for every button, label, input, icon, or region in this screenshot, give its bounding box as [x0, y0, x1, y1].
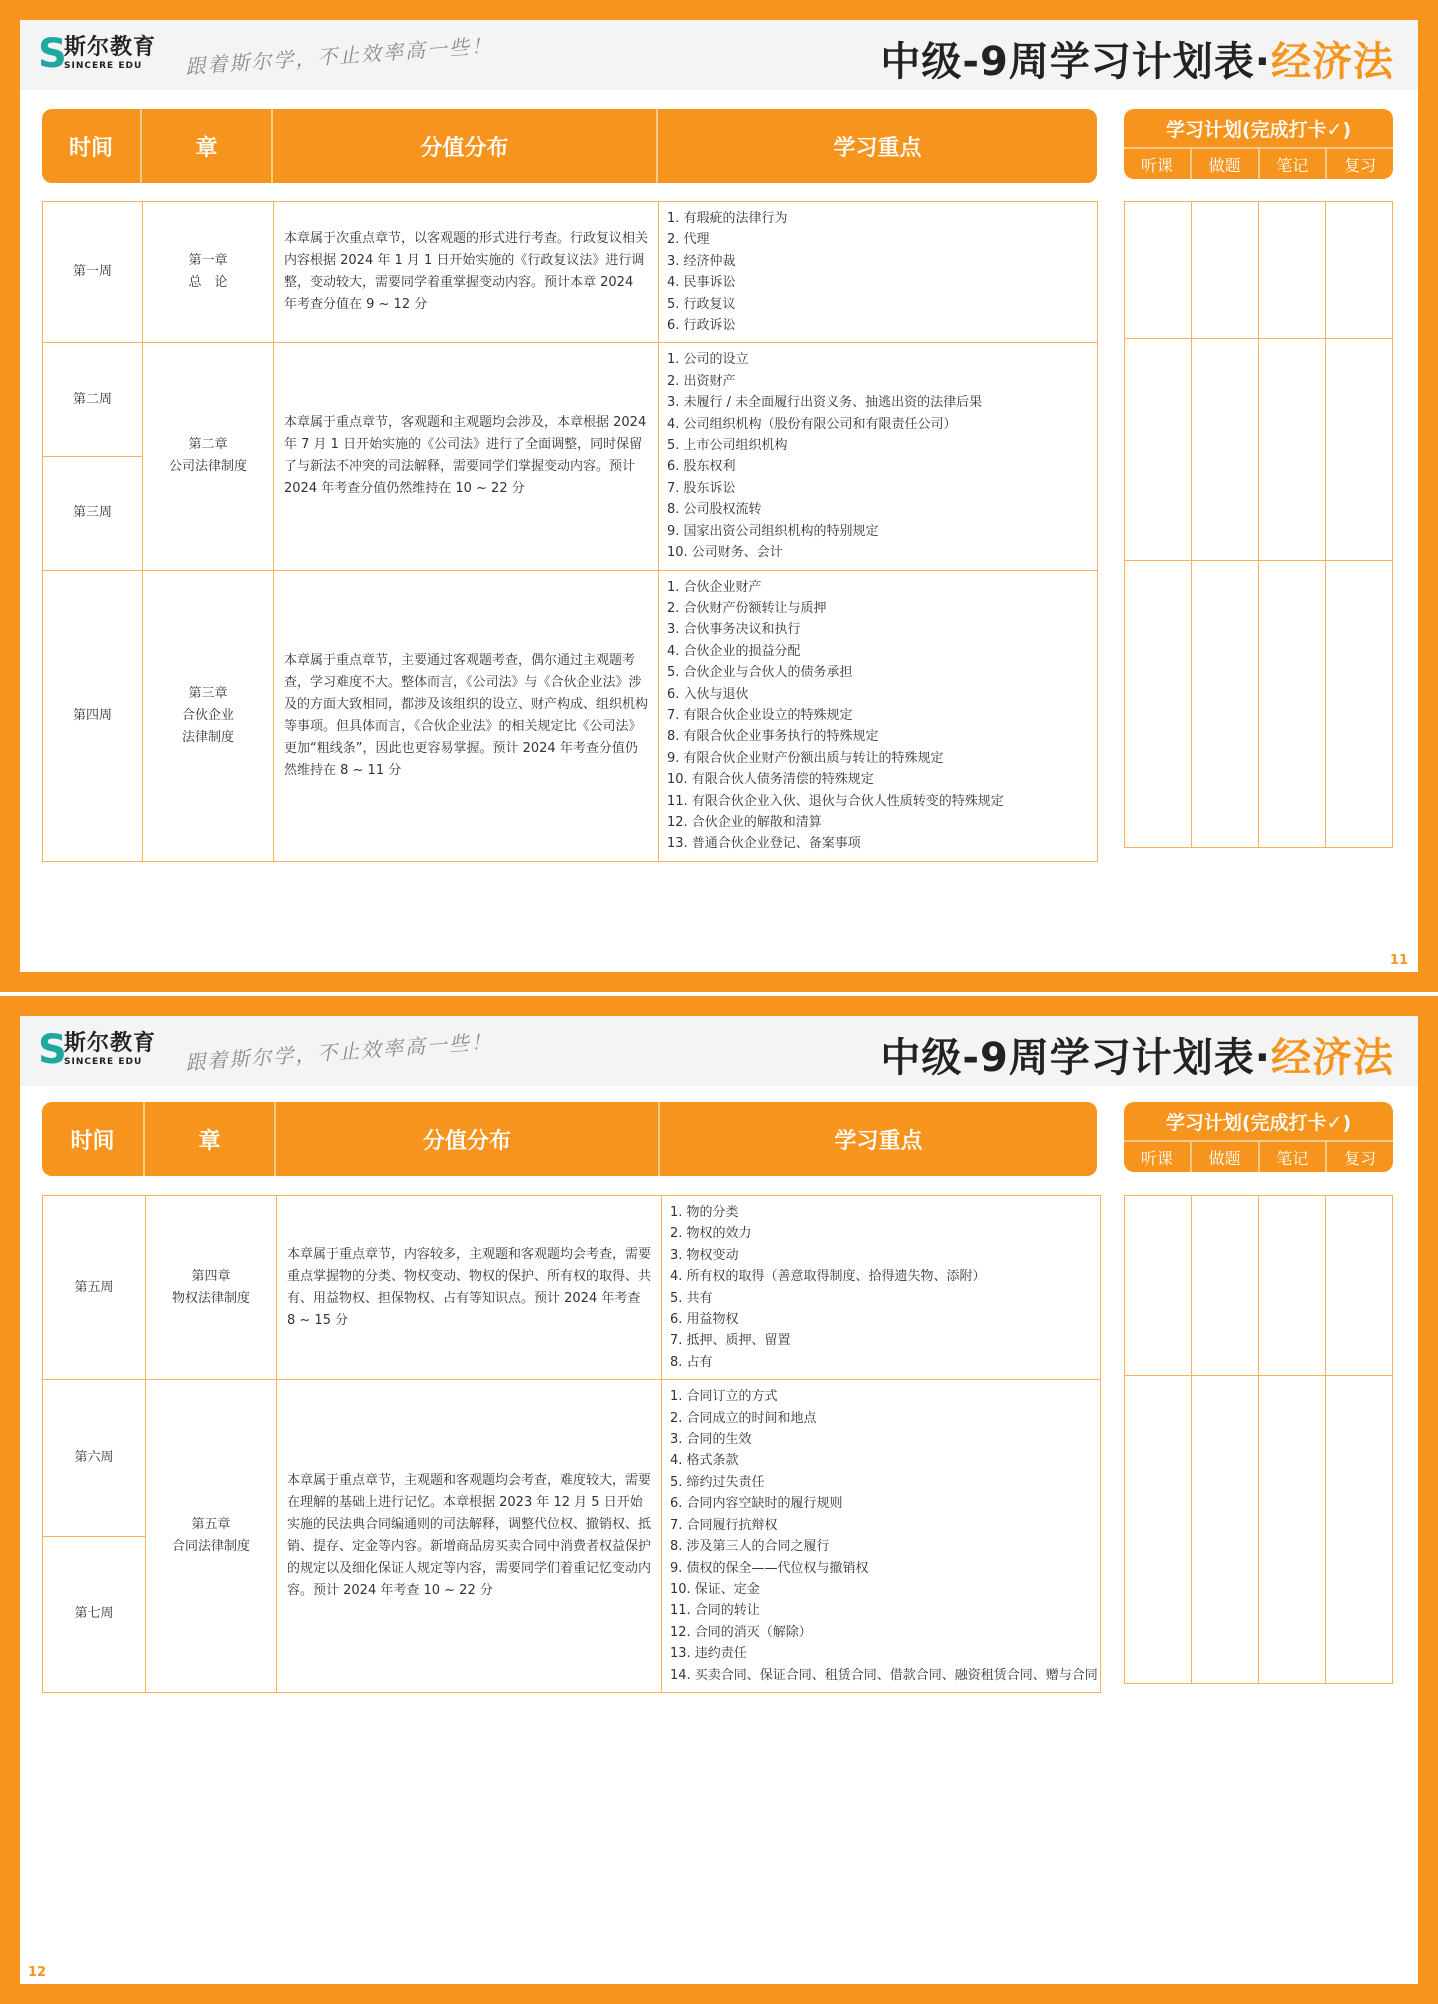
plan-col-listen: 听课: [1124, 147, 1192, 179]
plan-col-review: 复习: [1327, 147, 1393, 179]
focus-item: 6. 入伙与退伙: [667, 686, 749, 702]
checkbox-cell[interactable]: [1259, 561, 1326, 848]
focus-item: 10. 保证、定金: [670, 1581, 760, 1597]
focus-item: 4. 格式条款: [670, 1453, 739, 1469]
plan-col-notes: 笔记: [1260, 147, 1328, 179]
focus-item: 7. 合同履行抗辩权: [670, 1517, 778, 1533]
table-row: [43, 343, 1098, 457]
focus-item: 6. 合同内容空缺时的履行规则: [670, 1496, 843, 1512]
chapter-cell: 第一章 总 论: [143, 202, 274, 343]
brand-name-en: SINCERE EDU: [64, 1057, 143, 1067]
week-cell: 第五周: [43, 1196, 146, 1380]
plan-header: [1124, 109, 1393, 179]
col-chapter: 章: [142, 109, 273, 183]
checkbox-cell[interactable]: [1259, 1196, 1326, 1376]
focus-item: 2. 合同成立的时间和地点: [670, 1410, 817, 1426]
week-cell: 第四周: [43, 570, 143, 861]
checkbox-cell[interactable]: [1192, 561, 1259, 848]
plan-col-notes: 笔记: [1260, 1140, 1328, 1172]
page-number: 11: [1389, 953, 1408, 968]
focus-item: 2. 代理: [667, 232, 710, 248]
page-title: 中级-9周学习计划表·经济法: [880, 1035, 1394, 1081]
checkbox-cell[interactable]: [1192, 339, 1259, 561]
focus-item: 3. 经济仲裁: [667, 253, 736, 269]
focus-item: 5. 上市公司组织机构: [667, 438, 788, 454]
page-number: 12: [28, 1965, 47, 1980]
checkbox-cell[interactable]: [1125, 1196, 1192, 1376]
checkbox-cell[interactable]: [1192, 1196, 1259, 1376]
focus-item: 8. 有限合伙企业事务执行的特殊规定: [667, 729, 879, 745]
brand-name-en: SINCERE EDU: [64, 61, 143, 71]
focus-item: 1. 物的分类: [670, 1205, 739, 1220]
focus-item: 1. 有瑕疵的法律行为: [667, 211, 788, 226]
focus-item: 3. 未履行 / 未全面履行出资义务、抽逃出资的法律后果: [667, 395, 983, 411]
brand-logo: [38, 31, 157, 77]
week-cell: 第六周: [43, 1380, 146, 1536]
focus-item: 10. 公司财务、会计: [667, 545, 783, 561]
table-header: [42, 1102, 1097, 1176]
plan-col-review: 复习: [1327, 1140, 1393, 1172]
logo-mark-icon: S: [38, 31, 67, 77]
focus-item: 7. 股东诉讼: [667, 480, 736, 496]
col-score: 分值分布: [276, 1102, 660, 1176]
checkbox-cell[interactable]: [1326, 339, 1393, 561]
slogan: 跟着斯尔学，不止效率高一些！: [184, 1029, 494, 1075]
focus-item: 7. 抵押、质押、留置: [670, 1333, 791, 1349]
table-row: [43, 202, 1098, 343]
plan-col-listen: 听课: [1124, 1140, 1192, 1172]
page-title: 中级-9周学习计划表·经济法: [880, 39, 1394, 85]
checkbox-cell[interactable]: [1259, 1376, 1326, 1684]
score-desc: 本章属于重点章节，主要通过客观题考查，偶尔通过主观题考查，学习难度不大。整体而言，《公司法》与《合伙企业法》涉及的方面大致相同，都涉及该组织的设立、财产构成、组织机构等事项。但具体而言，《合伙企业法》的相关规定比《公司法》更加“粗线条”，因此也更容易掌握。预计 2024 年考查分值仍然维持在 8 ~ 11 分: [274, 570, 659, 861]
focus-item: 9. 国家出资公司组织机构的特别规定: [667, 523, 879, 539]
col-focus: 学习重点: [834, 1128, 923, 1154]
focus-item: 10. 有限合伙人债务清偿的特殊规定: [667, 772, 874, 788]
chapter-cell: 第二章 公司法律制度: [143, 343, 274, 570]
focus-item: 9. 有限合伙企业财产份额出质与转让的特殊规定: [667, 750, 944, 766]
focus-item: 4. 公司组织机构（股份有限公司和有限责任公司）: [667, 416, 957, 432]
focus-item: 2. 物权的效力: [670, 1226, 752, 1242]
focus-item: 8. 公司股权流转: [667, 502, 762, 518]
page-12: [0, 996, 1438, 2004]
col-time: 时间: [42, 109, 142, 183]
focus-item: 13. 违约责任: [670, 1646, 747, 1662]
checkbox-cell[interactable]: [1259, 202, 1326, 339]
table-row: [43, 1380, 1101, 1536]
checkbox-cell[interactable]: [1125, 339, 1192, 561]
checkbox-cell[interactable]: [1259, 339, 1326, 561]
focus-item: 6. 股东权利: [667, 459, 736, 475]
focus-item: 7. 有限合伙企业设立的特殊规定: [667, 707, 853, 723]
checkbox-cell[interactable]: [1125, 1376, 1192, 1684]
week-cell: 第七周: [43, 1536, 146, 1692]
table-row: [43, 570, 1098, 861]
focus-item: 5. 行政复议: [667, 296, 736, 312]
focus-item: 6. 用益物权: [670, 1312, 739, 1328]
slogan: 跟着斯尔学，不止效率高一些！: [184, 33, 494, 79]
study-table: [42, 1195, 1101, 1693]
focus-list: [659, 570, 1098, 861]
col-time: 时间: [42, 1102, 145, 1176]
week-cell: 第二周: [43, 343, 143, 457]
score-desc: 本章属于重点章节，主观题和客观题均会考查，难度较大，需要在理解的基础上进行记忆。本章根据 2023 年 12 月 5 日开始实施的民法典合同编通则的司法解释，调整代位权、撤销权、抵销、提存、定金等内容。新增商品房买卖合同中消费者权益保护的规定以及细化保证人规定等内容，需要同学们着重记忆变动内容。预计 2024 年考查 10 ~ 22 分: [277, 1380, 662, 1693]
focus-item: 1. 公司的设立: [667, 352, 749, 368]
focus-item: 11. 有限合伙企业入伙、退伙与合伙人性质转变的特殊规定: [667, 793, 1004, 809]
week-cell: 第一周: [43, 202, 143, 343]
plan-checkbox-grid: [1124, 1195, 1393, 1684]
checkbox-cell[interactable]: [1326, 561, 1393, 848]
week-cell: 第三周: [43, 456, 143, 570]
col-score: 分值分布: [273, 109, 658, 183]
plan-checkbox-grid: [1124, 201, 1393, 848]
col-focus: 学习重点: [833, 135, 922, 161]
chapter-cell: 第五章 合同法律制度: [146, 1380, 277, 1693]
chapter-cell: 第四章 物权法律制度: [146, 1196, 277, 1380]
checkbox-cell[interactable]: [1192, 1376, 1259, 1684]
focus-item: 2. 出资财产: [667, 373, 736, 389]
plan-col-practice: 做题: [1192, 1140, 1260, 1172]
study-table: [42, 201, 1098, 862]
focus-item: 14. 买卖合同、保证合同、租赁合同、借款合同、融资租赁合同、赠与合同: [670, 1667, 1098, 1683]
focus-list: [662, 1196, 1101, 1380]
logo-mark-icon: S: [38, 1027, 67, 1073]
checkbox-cell[interactable]: [1326, 1376, 1393, 1684]
focus-item: 5. 合伙企业与合伙人的债务承担: [667, 665, 853, 681]
score-desc: 本章属于次重点章节，以客观题的形式进行考查。行政复议相关内容根据 2024 年 1 月 1 日开始实施的《行政复议法》进行调整，变动较大，需要同学着重掌握变动内容。预计本章 2024 年考查分值在 9 ~ 12 分: [274, 202, 659, 343]
focus-item: 8. 占有: [670, 1354, 713, 1370]
plan-col-practice: 做题: [1192, 147, 1260, 179]
score-desc: 本章属于重点章节，内容较多，主观题和客观题均会考查，需要重点掌握物的分类、物权变动、物权的保护、所有权的取得、共有、用益物权、担保物权、占有等知识点。预计 2024 年考查 8 ~ 15 分: [277, 1196, 662, 1380]
score-desc: 本章属于重点章节，客观题和主观题均会涉及，本章根据 2024 年 7 月 1 日开始实施的《公司法》进行了全面调整，同时保留了与新法不冲突的司法解释，需要同学们掌握变动内容。预计 2024 年考查分值仍然维持在 10 ~ 22 分: [274, 343, 659, 570]
checkbox-cell[interactable]: [1125, 202, 1192, 339]
focus-item: 9. 债权的保全——代位权与撤销权: [670, 1560, 869, 1576]
plan-title: 学习计划(完成打卡✓): [1165, 1111, 1352, 1134]
focus-item: 3. 合同的生效: [670, 1432, 752, 1448]
focus-item: 12. 合伙企业的解散和清算: [667, 814, 822, 830]
focus-item: 4. 民事诉讼: [667, 275, 736, 291]
brand-name: 斯尔教育: [64, 1031, 157, 1056]
table-row: [43, 1196, 1101, 1380]
checkbox-cell[interactable]: [1192, 202, 1259, 339]
plan-header: [1124, 1102, 1393, 1172]
focus-item: 4. 合伙企业的损益分配: [667, 643, 801, 659]
chapter-cell: 第三章 合伙企业 法律制度: [143, 570, 274, 861]
focus-item: 1. 合同订立的方式: [670, 1389, 778, 1405]
focus-list: [659, 343, 1098, 570]
focus-item: 12. 合同的消灭（解除）: [670, 1624, 812, 1640]
focus-item: 1. 合伙企业财产: [667, 579, 762, 595]
focus-item: 11. 合同的转让: [670, 1603, 760, 1619]
focus-item: 6. 行政诉讼: [667, 318, 736, 334]
focus-item: 4. 所有权的取得（善意取得制度、拾得遗失物、添附）: [670, 1269, 986, 1285]
focus-item: 3. 合伙事务决议和执行: [667, 622, 801, 638]
checkbox-cell[interactable]: [1326, 202, 1393, 339]
focus-list: [659, 202, 1098, 343]
brand-name: 斯尔教育: [64, 35, 157, 60]
checkbox-cell[interactable]: [1125, 561, 1192, 848]
table-header: [42, 109, 1097, 183]
focus-list: [662, 1380, 1101, 1693]
focus-item: 8. 涉及第三人的合同之履行: [670, 1539, 830, 1555]
focus-item: 3. 物权变动: [670, 1247, 739, 1263]
page-11: [0, 0, 1438, 992]
focus-item: 2. 合伙财产份额转让与质押: [667, 600, 827, 616]
col-chapter: 章: [145, 1102, 276, 1176]
brand-logo: [38, 1027, 157, 1073]
checkbox-cell[interactable]: [1326, 1196, 1393, 1376]
focus-item: 5. 缔约过失责任: [670, 1474, 765, 1490]
focus-item: 13. 普通合伙企业登记、备案事项: [667, 836, 861, 852]
plan-title: 学习计划(完成打卡✓): [1165, 118, 1352, 141]
focus-item: 5. 共有: [670, 1290, 713, 1306]
